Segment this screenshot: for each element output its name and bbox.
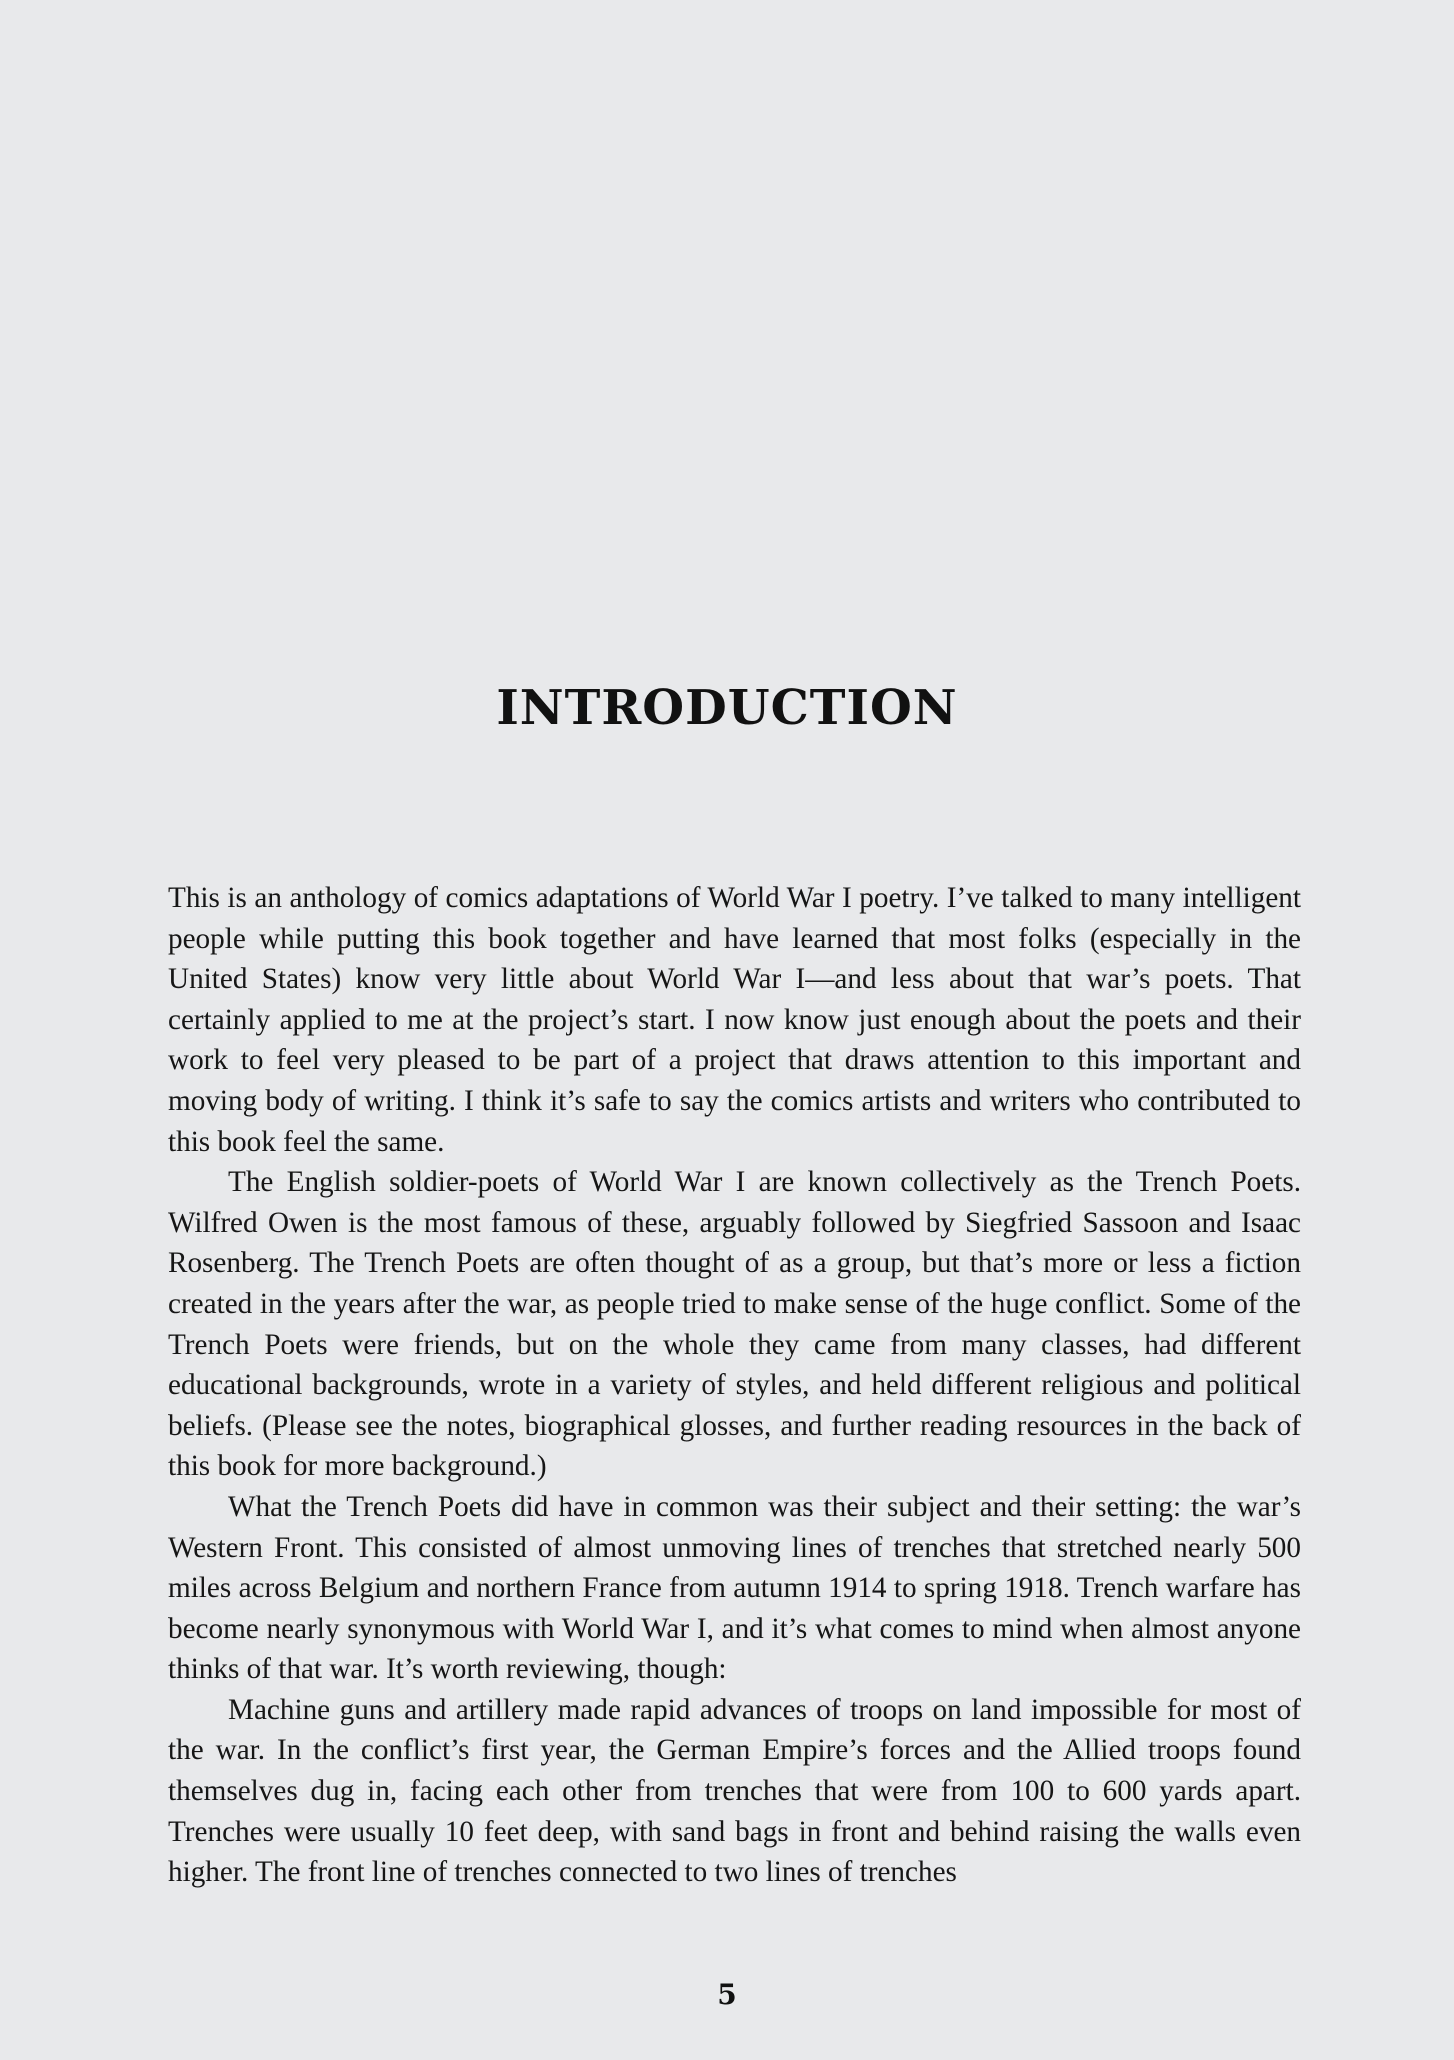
paragraph-2: The English soldier-poets of World War I are known collectively as the Trench Poets. Wilfred Owen is the most famous of these, arguably followed by Siegfried Sassoon and Isaac Rosenberg. The Trench Poets are often thought of as a group, but that’s more or less a fiction created in the years after the war, as people tried to make sense of the huge conflict. Some of the Trench Poets were friends, but on the whole they came from many classes, had different educational backgrounds, wrote in a variety of styles, and held different religious and political beliefs. (Please see the notes, biographical glosses, and further reading resources in the back of this book for more background.) <box>168 1166 1301 1483</box>
paragraph-3: What the Trench Poets did have in common was their subject and their setting: the war’s Western Front. This consisted of almost unmoving lines of trenches that stretched nearly 500 miles across Belgium and northern France from autumn 1914 to spring 1918. Trench warfare has become nearly synonymous with World War I, and it’s what comes to mind when almost anyone thinks of that war. It’s worth reviewing, though: <box>168 1490 1301 1686</box>
paragraph-1: This is an anthology of comics adaptations of World War I poetry. I’ve talked to many intelligent people while putting this book together and have learned that most folks (especially in the United States) know very little about World War I—and less about that war’s poets. That certainly applied to me at the project’s start. I now know just enough about the poets and their work to feel very pleased to be part of a project that draws attention to this important and moving body of writing. I think it’s safe to say the comics artists and writers who contributed to this book feel the same. <box>168 882 1301 1158</box>
page-title: INTRODUCTION <box>496 680 958 736</box>
page-number: 5 <box>717 1978 737 2011</box>
introduction-body <box>168 878 1301 1893</box>
paragraph-4: Machine guns and artillery made rapid advances of troops on land impossible for most of the war. In the conflict’s first year, the German Empire’s forces and the Allied troops found themselves dug in, facing each other from trenches that were from 100 to 600 yards apart. Trenches were usually 10 feet deep, with sand bags in front and behind raising the walls even higher. The front line of trenches connected to two lines of trenches <box>168 1693 1301 1889</box>
